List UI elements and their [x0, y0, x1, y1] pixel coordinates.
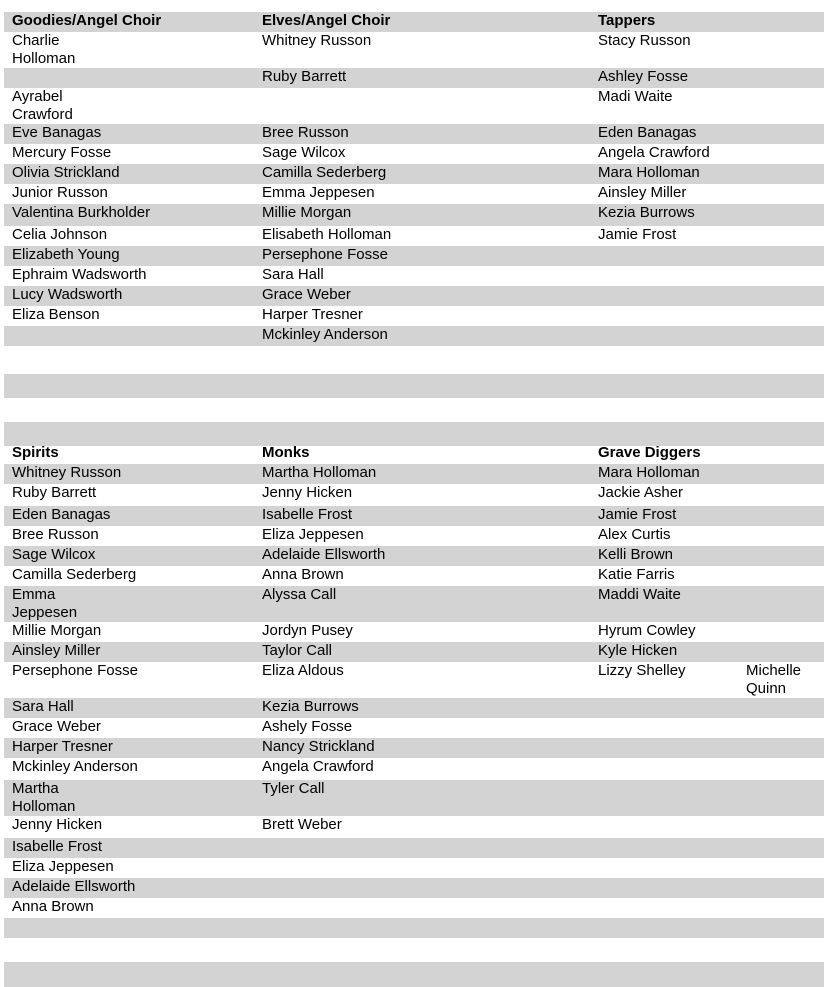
- table-row: [4, 506, 824, 526]
- table-row: [4, 464, 824, 484]
- table-cell: [590, 286, 824, 306]
- table-cell: Sara Hall: [4, 698, 254, 718]
- table-cell: Millie Morgan: [254, 204, 590, 226]
- table-cell: [4, 326, 254, 346]
- table-cell: Persephone Fosse: [254, 246, 590, 266]
- table-cell: Kyle Hicken: [590, 642, 746, 662]
- column-header-spirits: Spirits: [12, 444, 59, 461]
- table-cell: [590, 858, 746, 878]
- table-cell: [590, 246, 824, 266]
- table-row: [4, 816, 824, 838]
- table-cell: Sage Wilcox: [4, 546, 254, 566]
- table-row: [4, 738, 824, 758]
- table-row: [4, 306, 824, 326]
- table-cell: Isabelle Frost: [4, 838, 254, 858]
- table-row: [4, 266, 824, 286]
- table-row: [4, 144, 824, 164]
- table-cell: [746, 858, 824, 878]
- table-cell: [590, 898, 746, 918]
- table-row: [4, 566, 824, 586]
- table-cell: [746, 586, 824, 622]
- table-cell: Mckinley Anderson: [12, 758, 138, 775]
- table-cell: Anna Brown: [262, 566, 344, 583]
- table-cell: Olivia Strickland: [4, 164, 254, 184]
- table-cell: [746, 878, 824, 898]
- table-cell: Jordyn Pusey: [262, 622, 353, 639]
- table-cell: Ainsley Miller: [598, 184, 687, 201]
- table-cell: [590, 698, 746, 718]
- table-cell: [4, 68, 254, 88]
- table-cell: [254, 88, 590, 124]
- table-cell: Kezia Burrows: [254, 698, 590, 718]
- table-cell: Hyrum Cowley: [598, 622, 696, 639]
- table-cell: Anna Brown: [12, 898, 94, 915]
- table-cell: [4, 918, 254, 938]
- table-cell: Ruby Barrett: [12, 484, 97, 501]
- table-cell: Emma Jeppesen: [4, 586, 254, 622]
- table-cell: Harper Tresner: [262, 306, 363, 323]
- table-row: [4, 88, 824, 124]
- table-cell: [746, 838, 824, 858]
- table-row: [4, 184, 824, 204]
- table-cell: [590, 306, 824, 326]
- table-cell: Camilla Sederberg: [254, 164, 590, 184]
- roster-table-1: [4, 12, 824, 346]
- table-cell: [746, 698, 824, 718]
- table-cell: [746, 718, 824, 738]
- column-header-tappers: Tappers: [590, 12, 824, 32]
- divider-band: [4, 962, 824, 987]
- table-row: [4, 124, 824, 144]
- table-row: [4, 546, 824, 566]
- table-cell: [254, 878, 590, 898]
- table-cell: Taylor Call: [254, 642, 590, 662]
- table-cell: Grace Weber: [12, 718, 101, 735]
- table-cell: Eliza Jeppesen: [12, 858, 114, 875]
- table-cell: Elizabeth Young: [4, 246, 254, 266]
- table-cell: Millie Morgan: [12, 622, 102, 639]
- table-cell: Jackie Asher: [598, 484, 684, 501]
- table-cell: Emma Jeppesen: [262, 184, 375, 201]
- table-cell: Eden Banagas: [4, 506, 254, 526]
- table-row: [4, 226, 824, 246]
- table-cell: [590, 266, 824, 286]
- table-cell: Martha Holloman: [4, 780, 254, 816]
- table-cell: Angela Crawford: [262, 758, 374, 775]
- table-cell: Junior Russon: [12, 184, 108, 201]
- table-cell: Ashley Fosse: [590, 68, 824, 88]
- table-row: [4, 484, 824, 506]
- table-row: [4, 878, 824, 898]
- roster-table-2: [4, 444, 824, 938]
- table-row: [4, 662, 824, 698]
- table-cell: Brett Weber: [262, 816, 342, 833]
- table-cell: [590, 718, 746, 738]
- table-cell: Bree Russon: [12, 526, 99, 543]
- table-cell: Isabelle Frost: [254, 506, 590, 526]
- table-cell: Jenny Hicken: [12, 816, 103, 833]
- table-cell: [746, 758, 824, 780]
- table-cell: Ainsley Miller: [4, 642, 254, 662]
- table-cell: [746, 642, 824, 662]
- table-cell: Adelaide Ellsworth: [254, 546, 590, 566]
- table-row: [4, 698, 824, 718]
- table-cell: Whitney Russon: [262, 32, 372, 49]
- table-cell: Ephraim Wadsworth: [12, 266, 147, 283]
- table-cell: Jamie Frost: [598, 226, 677, 243]
- table-cell: [590, 878, 746, 898]
- table-cell: Eve Banagas: [4, 124, 254, 144]
- table-row: [4, 326, 824, 346]
- table-cell: [746, 738, 824, 758]
- table-cell: Bree Russon: [254, 124, 590, 144]
- table-cell: Sara Hall: [262, 266, 324, 283]
- table-row: [4, 286, 824, 306]
- column-header-goodies: Goodies/Angel Choir: [4, 12, 254, 32]
- table-cell: [590, 816, 746, 838]
- table-cell: Valentina Burkholder: [4, 204, 254, 226]
- table-row: [4, 918, 824, 938]
- table-cell: Ashely Fosse: [262, 718, 353, 735]
- table-cell: [590, 918, 746, 938]
- column-header-monks: Monks: [262, 444, 310, 461]
- table-cell: Jamie Frost: [590, 506, 746, 526]
- table-cell: [254, 838, 590, 858]
- table-cell: [746, 898, 824, 918]
- divider-band: [4, 374, 824, 398]
- table-cell: Lizzy Shelley: [598, 662, 686, 679]
- table-cell: [746, 780, 824, 816]
- table-cell: Mckinley Anderson: [254, 326, 590, 346]
- table-header-row: [4, 12, 824, 32]
- table-row: [4, 758, 824, 780]
- table-cell: Adelaide Ellsworth: [4, 878, 254, 898]
- table-row: [4, 838, 824, 858]
- table-cell: Jenny Hicken: [262, 484, 353, 501]
- table-cell: [746, 918, 824, 938]
- column-header-extra: [746, 444, 824, 464]
- table-row: [4, 526, 824, 546]
- table-cell: [254, 858, 590, 878]
- table-cell: Maddi Waite: [590, 586, 746, 622]
- table-cell: Grace Weber: [254, 286, 590, 306]
- table-row: [4, 858, 824, 878]
- table-cell: [590, 758, 746, 780]
- table-cell: Alyssa Call: [254, 586, 590, 622]
- table-cell: Kezia Burrows: [590, 204, 824, 226]
- table-row: [4, 246, 824, 266]
- divider-band: [4, 422, 824, 446]
- table-cell: Martha Holloman: [254, 464, 590, 484]
- table-cell: Eliza Benson: [12, 306, 100, 323]
- table-cell: Eliza Aldous: [262, 662, 344, 679]
- table-cell: Angela Crawford: [598, 144, 710, 161]
- table-cell: Nancy Strickland: [254, 738, 590, 758]
- table-cell: Mara Holloman: [590, 164, 824, 184]
- table-cell: [746, 546, 824, 566]
- table-cell: [746, 622, 824, 642]
- table-header-row: [4, 444, 824, 464]
- table-row: [4, 32, 824, 68]
- table-cell: [746, 566, 824, 586]
- table-cell: [746, 484, 824, 506]
- column-header-grave-diggers: Grave Diggers: [598, 444, 701, 461]
- table-cell: Eliza Jeppesen: [262, 526, 364, 543]
- table-cell: Sage Wilcox: [262, 144, 346, 161]
- table-row: [4, 68, 824, 88]
- table-cell: Madi Waite: [598, 88, 673, 105]
- table-cell: Mara Holloman: [590, 464, 746, 484]
- table-cell: Eden Banagas: [590, 124, 824, 144]
- table-cell: [254, 918, 590, 938]
- table-cell: [590, 780, 746, 816]
- table-cell: Ayrabel Crawford: [12, 88, 73, 123]
- table-cell: Camilla Sederberg: [12, 566, 137, 583]
- table-row: [4, 642, 824, 662]
- table-cell: [746, 506, 824, 526]
- table-cell: Harper Tresner: [4, 738, 254, 758]
- table-cell: Persephone Fosse: [12, 662, 138, 679]
- table-cell: [254, 898, 590, 918]
- table-cell: Charlie Holloman: [12, 32, 76, 67]
- table-cell: Katie Farris: [598, 566, 675, 583]
- table-cell: [590, 738, 746, 758]
- table-row: [4, 622, 824, 642]
- column-header-elves: Elves/Angel Choir: [254, 12, 590, 32]
- table-cell: [746, 526, 824, 546]
- table-cell: Alex Curtis: [598, 526, 671, 543]
- table-cell: Elisabeth Holloman: [262, 226, 392, 243]
- table-cell: Michelle Quinn: [746, 662, 802, 697]
- table-cell: Mercury Fosse: [12, 144, 112, 161]
- table-cell: Ruby Barrett: [254, 68, 590, 88]
- table-row: [4, 718, 824, 738]
- table-cell: [590, 838, 746, 858]
- table-row: [4, 780, 824, 816]
- table-cell: Celia Johnson: [12, 226, 108, 243]
- table-row: [4, 164, 824, 184]
- table-cell: Kelli Brown: [590, 546, 746, 566]
- table-cell: [746, 816, 824, 838]
- table-cell: [590, 326, 824, 346]
- table-cell: [746, 464, 824, 484]
- table-row: [4, 898, 824, 918]
- table-cell: Lucy Wadsworth: [4, 286, 254, 306]
- table-row: [4, 586, 824, 622]
- table-row: [4, 204, 824, 226]
- table-cell: Stacy Russon: [598, 32, 691, 49]
- table-cell: Tyler Call: [254, 780, 590, 816]
- table-cell: Whitney Russon: [4, 464, 254, 484]
